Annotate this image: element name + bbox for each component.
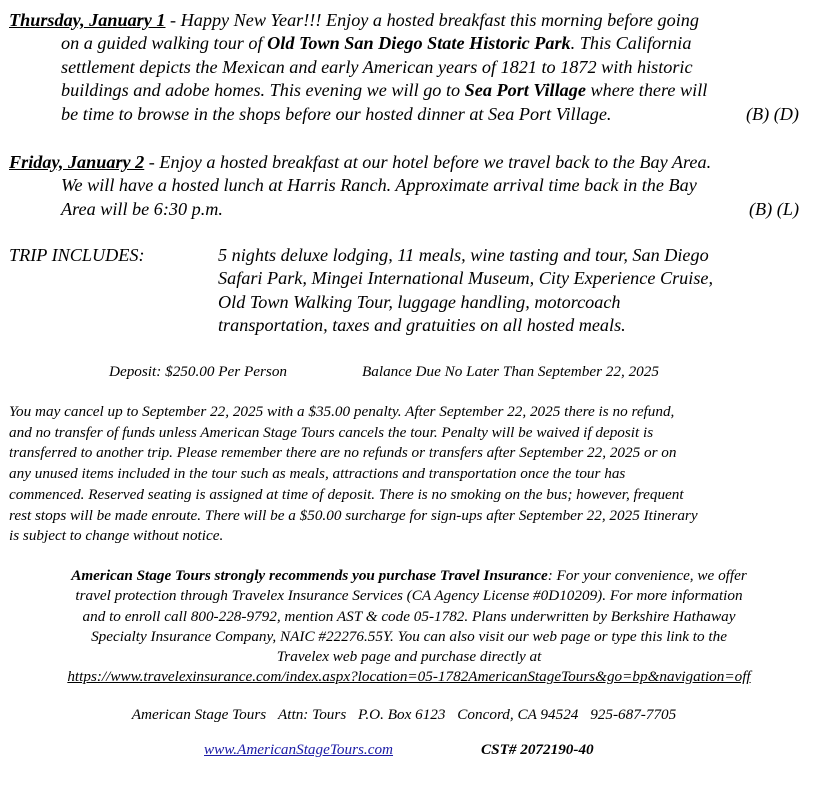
trip-includes-line: 5 nights deluxe lodging, 11 meals, wine tasting and tour, San Diego xyxy=(218,245,709,265)
website-link[interactable]: www.AmericanStageTours.com xyxy=(204,741,394,758)
thursday-text: be time to browse in the shops before our hosted dinner at Sea Port Village. xyxy=(61,103,612,124)
travel-insurance-notice xyxy=(0,566,818,688)
policy-line: rest stops will be made enroute. There will be a $50.00 surcharge for sign-ups after September 22, 2025 Itinerary xyxy=(9,506,698,524)
trip-includes-label: TRIP INCLUDES: xyxy=(9,245,145,265)
meals-friday: (B) (L) xyxy=(749,198,799,219)
itinerary-day-thursday xyxy=(9,9,811,126)
phone-number: 925-687-7705 xyxy=(590,706,677,723)
itinerary-day-friday xyxy=(9,151,811,221)
balance-due: Balance Due No Later Than September 22, 2025 xyxy=(362,363,659,380)
travelex-link[interactable]: https://www.travelexinsurance.com/index.aspx?location=05-1782AmericanStageTours&go=bp&navigation=off xyxy=(67,668,751,686)
highlight-old-town: Old Town San Diego State Historic Park xyxy=(267,33,571,54)
insurance-line xyxy=(0,566,818,586)
thursday-text: buildings and adobe homes. This evening we will go to xyxy=(61,80,465,101)
highlight-sea-port-village: Sea Port Village xyxy=(464,80,586,101)
thursday-text: where there will xyxy=(585,80,708,101)
policy-line: is subject to change without notice. xyxy=(9,527,224,545)
policy-line: transferred to another trip. Please remember there are no refunds or transfers after September 22, 2025 or on xyxy=(9,444,677,462)
thursday-line-4 xyxy=(9,79,811,102)
trip-includes-line: Safari Park, Mingei International Museum, City Experience Cruise, xyxy=(218,268,714,289)
insurance-text: : For your convenience, we offer xyxy=(547,567,747,584)
attn: Attn: Tours xyxy=(278,706,347,723)
trip-includes-line: transportation, taxes and gratuities on all hosted meals. xyxy=(218,315,626,336)
cancellation-policy xyxy=(9,402,809,547)
insurance-recommendation: American Stage Tours strongly recommends you purchase Travel Insurance xyxy=(71,567,548,584)
friday-text: Area will be 6:30 p.m. xyxy=(61,198,223,219)
thursday-text: . This California xyxy=(570,33,692,54)
meals-thursday: (B) (D) xyxy=(745,103,799,124)
thursday-line-2 xyxy=(9,32,811,55)
friday-line-3 xyxy=(9,198,811,221)
trip-includes-list xyxy=(218,244,713,338)
friday-text: - Enjoy a hosted breakfast at our hotel before we travel back to the Bay Area. xyxy=(144,152,712,172)
company-name: American Stage Tours xyxy=(131,706,267,723)
policy-line: any unused items included in the tour such as meals, attractions and transportation once the tour has xyxy=(9,465,626,483)
thursday-text: on a guided walking tour of xyxy=(61,33,268,54)
thursday-line-3: settlement depicts the Mexican and early American years of 1821 to 1872 with historic xyxy=(61,56,693,77)
policy-line: and no transfer of funds unless American Stage Tours cancels the tour. Penalty will be waived if deposit is xyxy=(9,423,654,441)
deposit-amount: Deposit: $250.00 Per Person xyxy=(109,363,288,380)
thursday-line-5 xyxy=(9,103,811,126)
insurance-line: Specialty Insurance Company, NAIC #22276.55Y. You can also visit our web page or type this link to the xyxy=(91,627,727,645)
website-link-wrap xyxy=(204,741,393,759)
friday-line-1 xyxy=(9,151,811,174)
policy-line: commenced. Reserved seating is assigned at time of deposit. There is no smoking on the bus; however, frequent xyxy=(9,485,684,503)
city-state-zip: Concord, CA 94524 xyxy=(457,706,579,723)
trip-includes-line: Old Town Walking Tour, luggage handling, motorcoach xyxy=(218,291,621,312)
day-heading-thursday: Thursday, January 1 xyxy=(9,10,166,30)
insurance-line: travel protection through Travelex Insurance Services (CA Agency License #0D10209). For more information xyxy=(75,587,743,605)
policy-line: You may cancel up to September 22, 2025 with a $35.00 penalty. After September 22, 2025 there is no refund, xyxy=(9,403,675,420)
thursday-text: - Happy New Year!!! Enjoy a hosted breakfast this morning before going xyxy=(165,10,699,30)
friday-line-2: We will have a hosted lunch at Harris Ranch. Approximate arrival time back in the Bay xyxy=(61,175,697,196)
insurance-line: and to enroll call 800-228-9792, mention AST & code 05-1782. Plans underwritten by Berkshire Hathaway xyxy=(82,607,736,625)
insurance-line: Travelex web page and purchase directly at xyxy=(276,648,542,666)
company-address xyxy=(0,706,808,724)
thursday-line-1 xyxy=(9,9,811,32)
cst-number: CST# 2072190-40 xyxy=(481,741,594,758)
po-box: P.O. Box 6123 xyxy=(358,706,446,723)
day-heading-friday: Friday, January 2 xyxy=(9,152,145,172)
